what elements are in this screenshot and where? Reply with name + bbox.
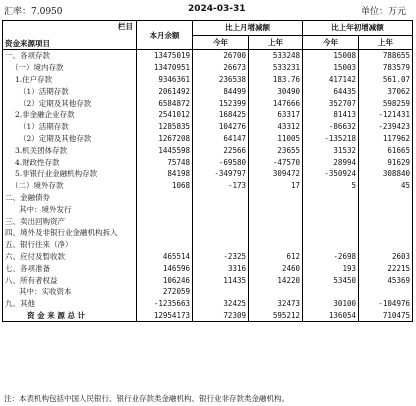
- table-row: [3, 180, 413, 192]
- row-label: （二）境外存款: [3, 180, 137, 192]
- cell-value: 22566: [193, 144, 249, 156]
- table-row: [3, 239, 413, 251]
- cell-value: [137, 215, 193, 227]
- cell-value: -121431: [359, 109, 413, 121]
- cell-value: 612: [249, 251, 303, 263]
- mom-group-header: 比上月增减额: [193, 21, 303, 36]
- cell-value: 61665: [359, 144, 413, 156]
- cell-value: 104276: [193, 121, 249, 133]
- month-balance-header: 本月余额: [137, 21, 193, 50]
- table-body: [3, 50, 413, 322]
- cell-value: 26673: [193, 62, 249, 74]
- cell-value: 45369: [359, 274, 413, 286]
- row-label: （2）定期及其他存款: [3, 97, 137, 109]
- cell-value: 13470951: [137, 62, 193, 74]
- row-label: 其中：实收资本: [3, 286, 137, 298]
- cell-value: 9346361: [137, 74, 193, 86]
- cell-value: 710475: [359, 310, 413, 322]
- funds-source-table: [2, 20, 413, 322]
- row-label: 九、其他: [3, 298, 137, 310]
- cell-value: [359, 239, 413, 251]
- cell-value: -2325: [193, 251, 249, 263]
- cell-value: 15003: [303, 62, 359, 74]
- cell-value: 84499: [193, 85, 249, 97]
- cell-value: -2698: [303, 251, 359, 263]
- row-label: 资 金 来 源 总 计: [3, 310, 137, 322]
- cell-value: 81413: [303, 109, 359, 121]
- cell-value: -349797: [193, 168, 249, 180]
- cell-value: [249, 227, 303, 239]
- cell-value: 23655: [249, 144, 303, 156]
- row-label: （一）境内存款: [3, 62, 137, 74]
- cell-value: 236538: [193, 74, 249, 86]
- cell-value: 75748: [137, 156, 193, 168]
- cell-value: 106246: [137, 274, 193, 286]
- cell-value: 28994: [303, 156, 359, 168]
- table-row: [3, 203, 413, 215]
- cell-value: [303, 215, 359, 227]
- cell-value: 30490: [249, 85, 303, 97]
- cell-value: 1068: [137, 180, 193, 192]
- cell-value: 352707: [303, 97, 359, 109]
- cell-value: 22215: [359, 262, 413, 274]
- cell-value: 12954173: [137, 310, 193, 322]
- cell-value: -86632: [303, 121, 359, 133]
- cell-value: -69580: [193, 156, 249, 168]
- cell-value: 465514: [137, 251, 193, 263]
- cell-value: 788655: [359, 50, 413, 62]
- cell-value: 168425: [193, 109, 249, 121]
- cell-value: -173: [193, 180, 249, 192]
- corner-header: [3, 21, 137, 50]
- cell-value: [303, 192, 359, 204]
- cell-value: 561.07: [359, 74, 413, 86]
- cell-value: 1267208: [137, 133, 193, 145]
- mom-last-year-header: 上年: [249, 35, 303, 50]
- cell-value: [137, 239, 193, 251]
- cell-value: -104976: [359, 298, 413, 310]
- cell-value: [137, 203, 193, 215]
- cell-value: [359, 192, 413, 204]
- cell-value: 2460: [249, 262, 303, 274]
- cell-value: 533248: [249, 50, 303, 62]
- cell-value: 64147: [193, 133, 249, 145]
- exchange-rate: 汇率：7.0950: [4, 7, 63, 17]
- ytd-group-header: 比上年初增减额: [303, 21, 413, 36]
- cell-value: [193, 215, 249, 227]
- cell-value: 11435: [193, 274, 249, 286]
- cell-value: 32473: [249, 298, 303, 310]
- row-label: 一、各项存款: [3, 50, 137, 62]
- row-label: （1）活期存款: [3, 121, 137, 133]
- cell-value: [249, 239, 303, 251]
- cell-value: [359, 215, 413, 227]
- table-row: [3, 144, 413, 156]
- cell-value: [303, 227, 359, 239]
- cell-value: [137, 227, 193, 239]
- cell-value: [249, 286, 303, 298]
- cell-value: 272059: [137, 286, 193, 298]
- cell-value: [303, 203, 359, 215]
- row-label: 四、境外及非银行业金融机构拆入: [3, 227, 137, 239]
- cell-value: [249, 192, 303, 204]
- table-row: [3, 121, 413, 133]
- cell-value: [193, 203, 249, 215]
- cell-value: 64435: [303, 85, 359, 97]
- table-row: [3, 227, 413, 239]
- table-row: [3, 274, 413, 286]
- unit-label: 单位：万元: [360, 7, 406, 17]
- cell-value: 30100: [303, 298, 359, 310]
- cell-value: -239423: [359, 121, 413, 133]
- table-row: [3, 156, 413, 168]
- cell-value: 31532: [303, 144, 359, 156]
- cell-value: 417142: [303, 74, 359, 86]
- cell-value: 17: [249, 180, 303, 192]
- row-label: 4.财政性存款: [3, 156, 137, 168]
- cell-value: [193, 239, 249, 251]
- cell-value: 117962: [359, 133, 413, 145]
- row-label: 三、卖出回购资产: [3, 215, 137, 227]
- table-row: [3, 50, 413, 62]
- cell-value: 26700: [193, 50, 249, 62]
- cell-value: 84198: [137, 168, 193, 180]
- table-row: [3, 192, 413, 204]
- cell-value: 6584872: [137, 97, 193, 109]
- table-row: [3, 168, 413, 180]
- table-row: [3, 310, 413, 322]
- cell-value: 2061492: [137, 85, 193, 97]
- cell-value: -135218: [303, 133, 359, 145]
- cell-value: 45: [359, 180, 413, 192]
- footnote: 注：本表机构包括中国人民银行、银行业存款类金融机构、银行业非存款类金融机构。: [4, 394, 289, 403]
- report-header: [0, 0, 416, 22]
- table-row: [3, 251, 413, 263]
- row-label: 七、各项准备: [3, 262, 137, 274]
- cell-value: 2541012: [137, 109, 193, 121]
- cell-value: [193, 227, 249, 239]
- cell-value: 91629: [359, 156, 413, 168]
- cell-value: 13475019: [137, 50, 193, 62]
- row-label: 六、应付及暂收款: [3, 251, 137, 263]
- cell-value: 146596: [137, 262, 193, 274]
- cell-value: 5: [303, 180, 359, 192]
- row-label: （1）活期存款: [3, 85, 137, 97]
- cell-value: 37062: [359, 85, 413, 97]
- table-row: [3, 74, 413, 86]
- row-label: 其中：境外发行: [3, 203, 137, 215]
- cell-value: [193, 192, 249, 204]
- mom-this-year-header: 今年: [193, 35, 249, 50]
- cell-value: 598259: [359, 97, 413, 109]
- cell-value: -1235663: [137, 298, 193, 310]
- cell-value: 1285835: [137, 121, 193, 133]
- row-label: 5.非银行业金融机构存款: [3, 168, 137, 180]
- table-row: [3, 97, 413, 109]
- cell-value: 308840: [359, 168, 413, 180]
- cell-value: 32425: [193, 298, 249, 310]
- cell-value: 3316: [193, 262, 249, 274]
- table-row: [3, 62, 413, 74]
- row-label: 八、所有者权益: [3, 274, 137, 286]
- cell-value: [359, 227, 413, 239]
- table-row: [3, 286, 413, 298]
- row-label: 1.住户存款: [3, 74, 137, 86]
- cell-value: [359, 286, 413, 298]
- cell-value: 11005: [249, 133, 303, 145]
- cell-value: 2603: [359, 251, 413, 263]
- cell-value: [137, 192, 193, 204]
- cell-value: [193, 286, 249, 298]
- table-row: [3, 133, 413, 145]
- ytd-this-year-header: 今年: [303, 35, 359, 50]
- cell-value: 1445598: [137, 144, 193, 156]
- cell-value: 53450: [303, 274, 359, 286]
- cell-value: 595212: [249, 310, 303, 322]
- cell-value: 183.76: [249, 74, 303, 86]
- cell-value: 783579: [359, 62, 413, 74]
- cell-value: [359, 203, 413, 215]
- cell-value: 152399: [193, 97, 249, 109]
- cell-value: -350924: [303, 168, 359, 180]
- cell-value: [249, 203, 303, 215]
- cell-value: 533231: [249, 62, 303, 74]
- cell-value: 193: [303, 262, 359, 274]
- cell-value: [249, 215, 303, 227]
- cell-value: 15008: [303, 50, 359, 62]
- cell-value: 14220: [249, 274, 303, 286]
- row-label: （2）定期及其他存款: [3, 133, 137, 145]
- row-label: 二、金融债券: [3, 192, 137, 204]
- table-row: [3, 109, 413, 121]
- table-row: [3, 85, 413, 97]
- cell-value: [303, 286, 359, 298]
- report-date: 2024-03-31: [188, 4, 246, 14]
- ytd-last-year-header: 上年: [359, 35, 413, 50]
- cell-value: 72309: [193, 310, 249, 322]
- table-row: [3, 262, 413, 274]
- cell-value: 147666: [249, 97, 303, 109]
- cell-value: 43312: [249, 121, 303, 133]
- table-row: [3, 215, 413, 227]
- cell-value: 63317: [249, 109, 303, 121]
- cell-value: 309472: [249, 168, 303, 180]
- row-label: 2.非金融企业存款: [3, 109, 137, 121]
- corner-bottom-label: 资金来源项目: [5, 39, 50, 48]
- row-label: 五、银行往来（净）: [3, 239, 137, 251]
- cell-value: 136054: [303, 310, 359, 322]
- row-label: 3.机关团体存款: [3, 144, 137, 156]
- table-row: [3, 298, 413, 310]
- corner-top-label: 栏目: [118, 22, 133, 31]
- cell-value: -47570: [249, 156, 303, 168]
- cell-value: [303, 239, 359, 251]
